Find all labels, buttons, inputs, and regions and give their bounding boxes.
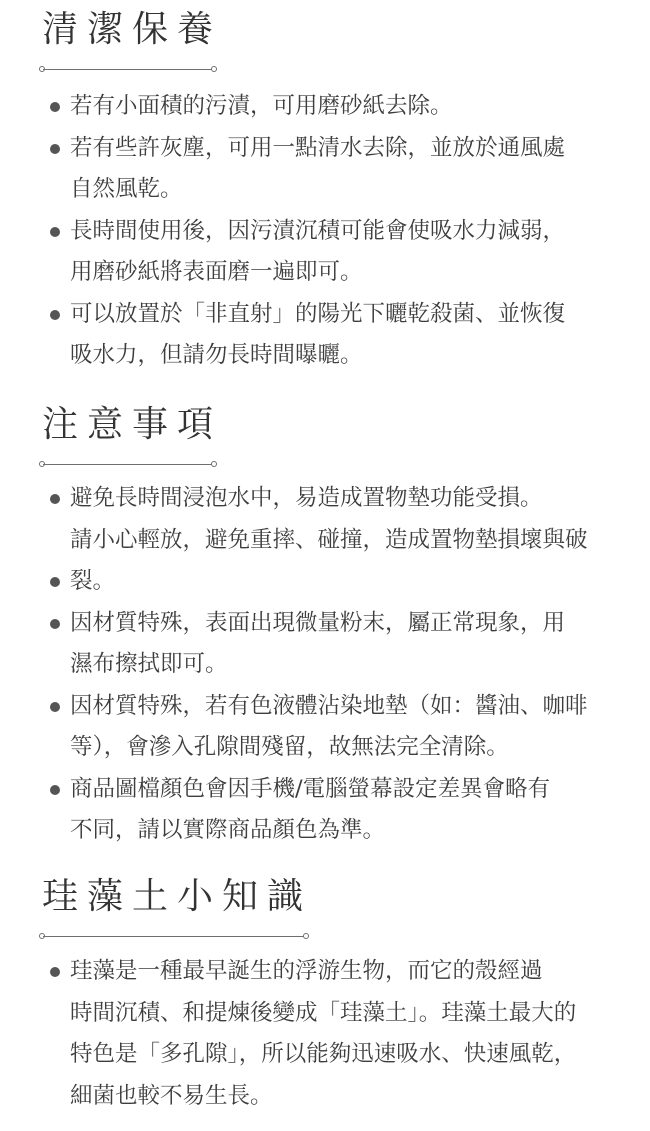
list-item-text: 若有小面積的污漬，可用磨砂紙去除。 [70, 93, 453, 119]
bullet-icon [50, 785, 60, 795]
list-item-text: 不同，請以實際商品顏色為準。 [70, 817, 386, 843]
bullet-icon [50, 227, 60, 237]
list-item [0, 478, 616, 520]
list-item-text: 商品圖檔顏色會因手機/電腦螢幕設定差異會略有 [70, 775, 551, 802]
list-item [0, 951, 616, 1117]
bullet-icon [50, 967, 60, 977]
list-item-text: 吸水力，但請勿長時間曝曬。 [70, 342, 363, 368]
notice-list [0, 478, 650, 852]
list-item-text: 可以放置於「非直射」的陽光下曬乾殺菌、並恢復 [70, 300, 566, 327]
list-item-text: 避免長時間浸泡水中，易造成置物墊功能受損。 [70, 485, 543, 511]
list-item [0, 211, 616, 294]
list-item [0, 86, 616, 128]
diatomite-list [0, 951, 650, 1117]
list-item-text: 裂。 [70, 568, 116, 594]
section-title: 清潔保養 [42, 9, 223, 50]
list-item-text: 自然風乾。 [70, 176, 183, 202]
bullet-icon [50, 702, 60, 712]
bullet-icon [50, 619, 60, 629]
list-item-text: 請小心輕放，避免重摔、碰撞，造成置物墊損壞與破 [70, 526, 588, 553]
title-divider [39, 66, 217, 74]
list-item-text: 珪藻是一種最早誕生的浮游生物，而它的殼經過 [70, 958, 543, 984]
list-item [0, 520, 616, 603]
cleaning-list [0, 86, 650, 377]
title-divider [39, 461, 217, 469]
list-item-text: 用磨砂紙將表面磨一遍即可。 [70, 259, 363, 285]
list-item [0, 128, 616, 211]
divider-dot-icon [211, 461, 217, 467]
list-item-text: 因材質特殊，若有色液體沾染地墊（如：醬油、咖啡 [70, 692, 588, 719]
bullet-icon [50, 577, 60, 587]
list-item-text: 特色是「多孔隙」，所以能夠迅速吸水、快速風乾， [70, 1041, 577, 1067]
bullet-icon [50, 310, 60, 320]
list-item [0, 294, 616, 377]
list-item [0, 769, 616, 852]
list-item-text: 等），會滲入孔隙間殘留，故無法完全清除。 [70, 734, 509, 760]
divider-dot-icon [303, 933, 309, 939]
divider-dot-icon [211, 66, 217, 72]
list-item-text: 時間沉積、和提煉後變成「珪藻土」。珪藻土最大的 [70, 999, 577, 1026]
bullet-icon [50, 102, 60, 112]
list-item-text: 長時間使用後，因污漬沉積可能會使吸水力減弱， [70, 217, 566, 244]
list-item-text: 濕布擦拭即可。 [70, 651, 228, 677]
section-title: 珪藻土小知識 [42, 876, 313, 917]
list-item [0, 686, 616, 769]
bullet-icon [50, 144, 60, 154]
list-item-text: 細菌也較不易生長。 [70, 1082, 273, 1109]
section-title: 注意事項 [42, 404, 223, 445]
title-divider [39, 933, 309, 941]
bullet-icon [50, 494, 60, 504]
list-item-text: 因材質特殊，表面出現微量粉末，屬正常現象，用 [70, 609, 566, 636]
list-item [0, 603, 616, 686]
list-item-text: 若有些許灰塵，可用一點清水去除，並放於通風處 [70, 134, 566, 161]
